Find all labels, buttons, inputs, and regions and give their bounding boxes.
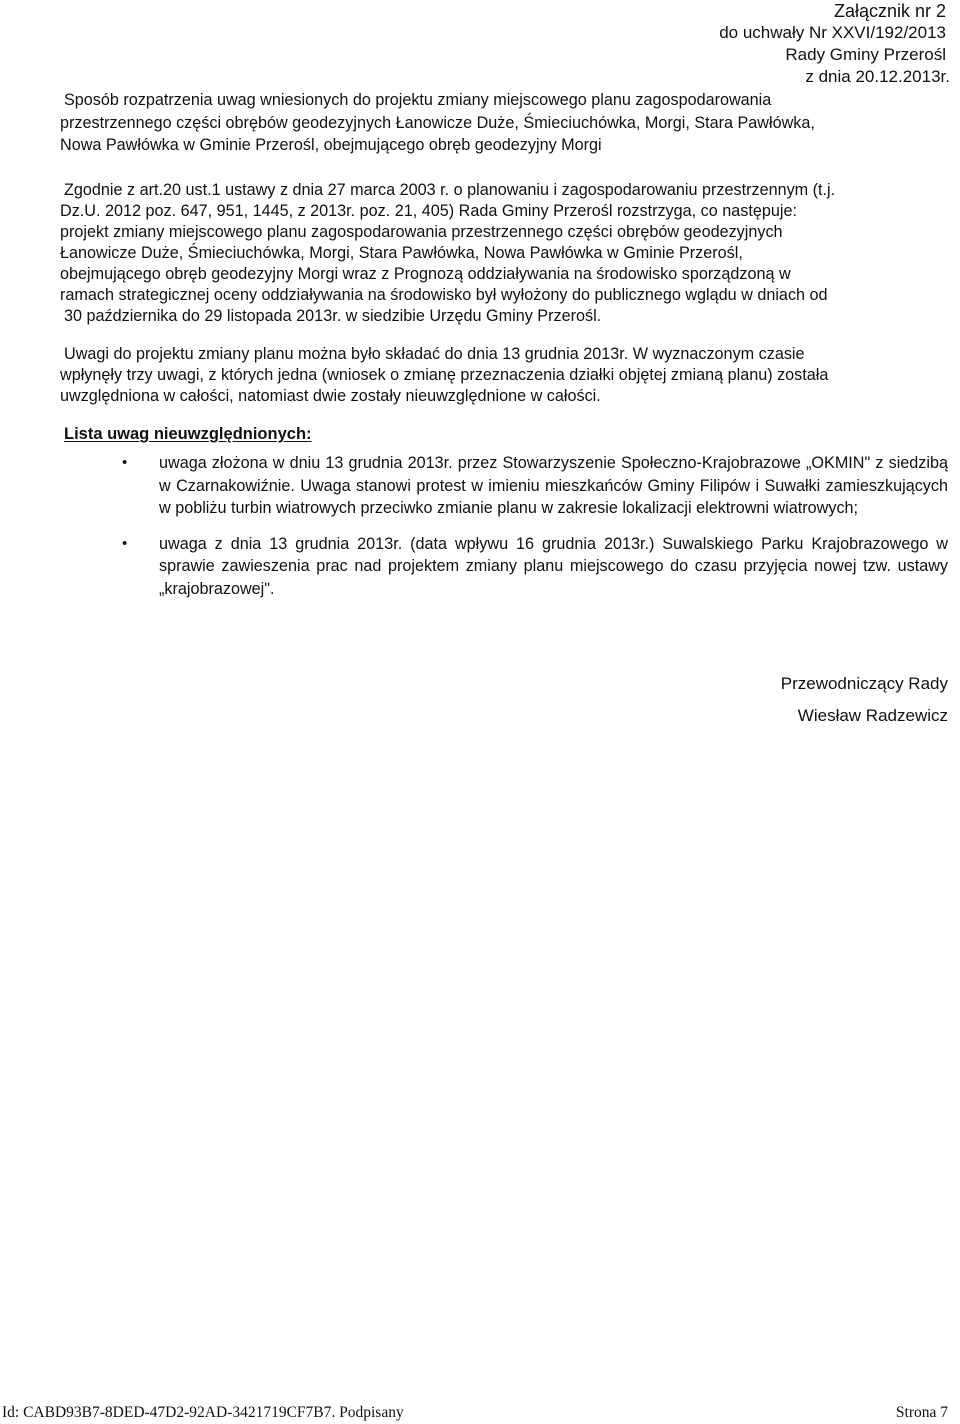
title-line: Nowa Pawłówka w Gminie Przerośl, obejmującego obręb geodezyjny Morgi xyxy=(60,136,602,154)
paragraph-line: Dz.U. 2012 poz. 647, 951, 1445, z 2013r. poz. 21, 405) Rada Gminy Przerośl rozstrzyga, co następuje: xyxy=(60,202,797,220)
document-id-footer: Id: CABD93B7-8DED-47D2-92AD-3421719CF7B7. Podpisany xyxy=(2,1404,404,1421)
legal-basis-paragraph xyxy=(60,180,940,327)
signature-block xyxy=(781,668,948,732)
list-item xyxy=(122,452,948,520)
list-item-text: uwaga złożona w dniu 13 grudnia 2013r. przez Stowarzyszenie Społeczno-Krajobrazowe „OKMIN" z siedzibą w Czarnakowiźnie. Uwaga stanowi protest w imieniu mieszkańców Gminy Filipów i Suwałki zamieszkujących w pobliżu turbin wiatrowych przeciwko zmianie planu w zakresie lokalizacji elektrowni wiatrowych; xyxy=(159,454,948,517)
document-title xyxy=(60,89,920,157)
signatory-role: Przewodniczący Rady xyxy=(780,674,948,693)
title-line: Sposób rozpatrzenia uwag wniesionych do projektu zmiany miejscowego planu zagospodarowania xyxy=(64,91,772,109)
rejected-remarks-heading: Lista uwag nieuwzględnionych: xyxy=(64,425,312,443)
council-name: Rady Gminy Przerośl xyxy=(785,45,946,64)
attachment-number: Załącznik nr 2 xyxy=(833,1,946,21)
paragraph-line: uwzględniona w całości, natomiast dwie zostały nieuwzględnione w całości. xyxy=(60,387,601,405)
paragraph-line: projekt zmiany miejscowego planu zagospodarowania przestrzennego części obrębów geodezyjnych xyxy=(60,223,783,241)
bullet-icon: • xyxy=(122,454,128,471)
paragraph-line: 30 października do 29 listopada 2013r. w siedzibie Urzędu Gminy Przerośl. xyxy=(64,307,602,325)
paragraph-line: ramach strategicznej oceny oddziaływania na środowisko był wyłożony do publicznego wglądu w dniach od xyxy=(60,286,828,304)
attachment-header xyxy=(719,0,950,88)
list-item xyxy=(122,533,948,601)
page-number: Strona 7 xyxy=(895,1404,948,1421)
bullet-icon: • xyxy=(122,534,128,552)
paragraph-line: obejmującego obręb geodezyjny Morgi wraz z Prognozą oddziaływania na środowisko sporządzoną w xyxy=(60,265,791,283)
resolution-date: z dnia 20.12.2013r. xyxy=(805,67,950,86)
paragraph-line: Zgodnie z art.20 ust.1 ustawy z dnia 27 marca 2003 r. o planowaniu i zagospodarowaniu przestrzennym (t.j. xyxy=(64,181,836,199)
paragraph-line: wpłynęły trzy uwagi, z których jedna (wniosek o zmianę przeznaczenia działki objętej zmianą planu) została xyxy=(60,366,829,384)
title-line: przestrzennego części obrębów geodezyjnych Łanowicze Duże, Śmieciuchówka, Morgi, Stara Pawłówka, xyxy=(60,113,815,132)
signatory-name: Wiesław Radzewicz xyxy=(797,706,948,725)
paragraph-line: Uwagi do projektu zmiany planu można było składać do dnia 13 grudnia 2013r. W wyznaczonym czasie xyxy=(64,345,805,363)
paragraph-line: Łanowicze Duże, Śmieciuchówka, Morgi, Stara Pawłówka, Nowa Pawłówka w Gminie Przerośl, xyxy=(60,244,743,262)
resolution-number: do uchwały Nr XXVI/192/2013 xyxy=(719,23,946,42)
rejected-remarks-list xyxy=(122,452,948,600)
list-item-text: uwaga z dnia 13 grudnia 2013r. (data wpływu 16 grudnia 2013r.) Suwalskiego Parku Krajobrazowego w sprawie zawieszenia prac nad projektem zmiany planu miejscowego do czasu przyjęcia nowej tzw. ustawy „krajobrazowej". xyxy=(159,534,948,598)
remarks-paragraph xyxy=(60,344,940,407)
